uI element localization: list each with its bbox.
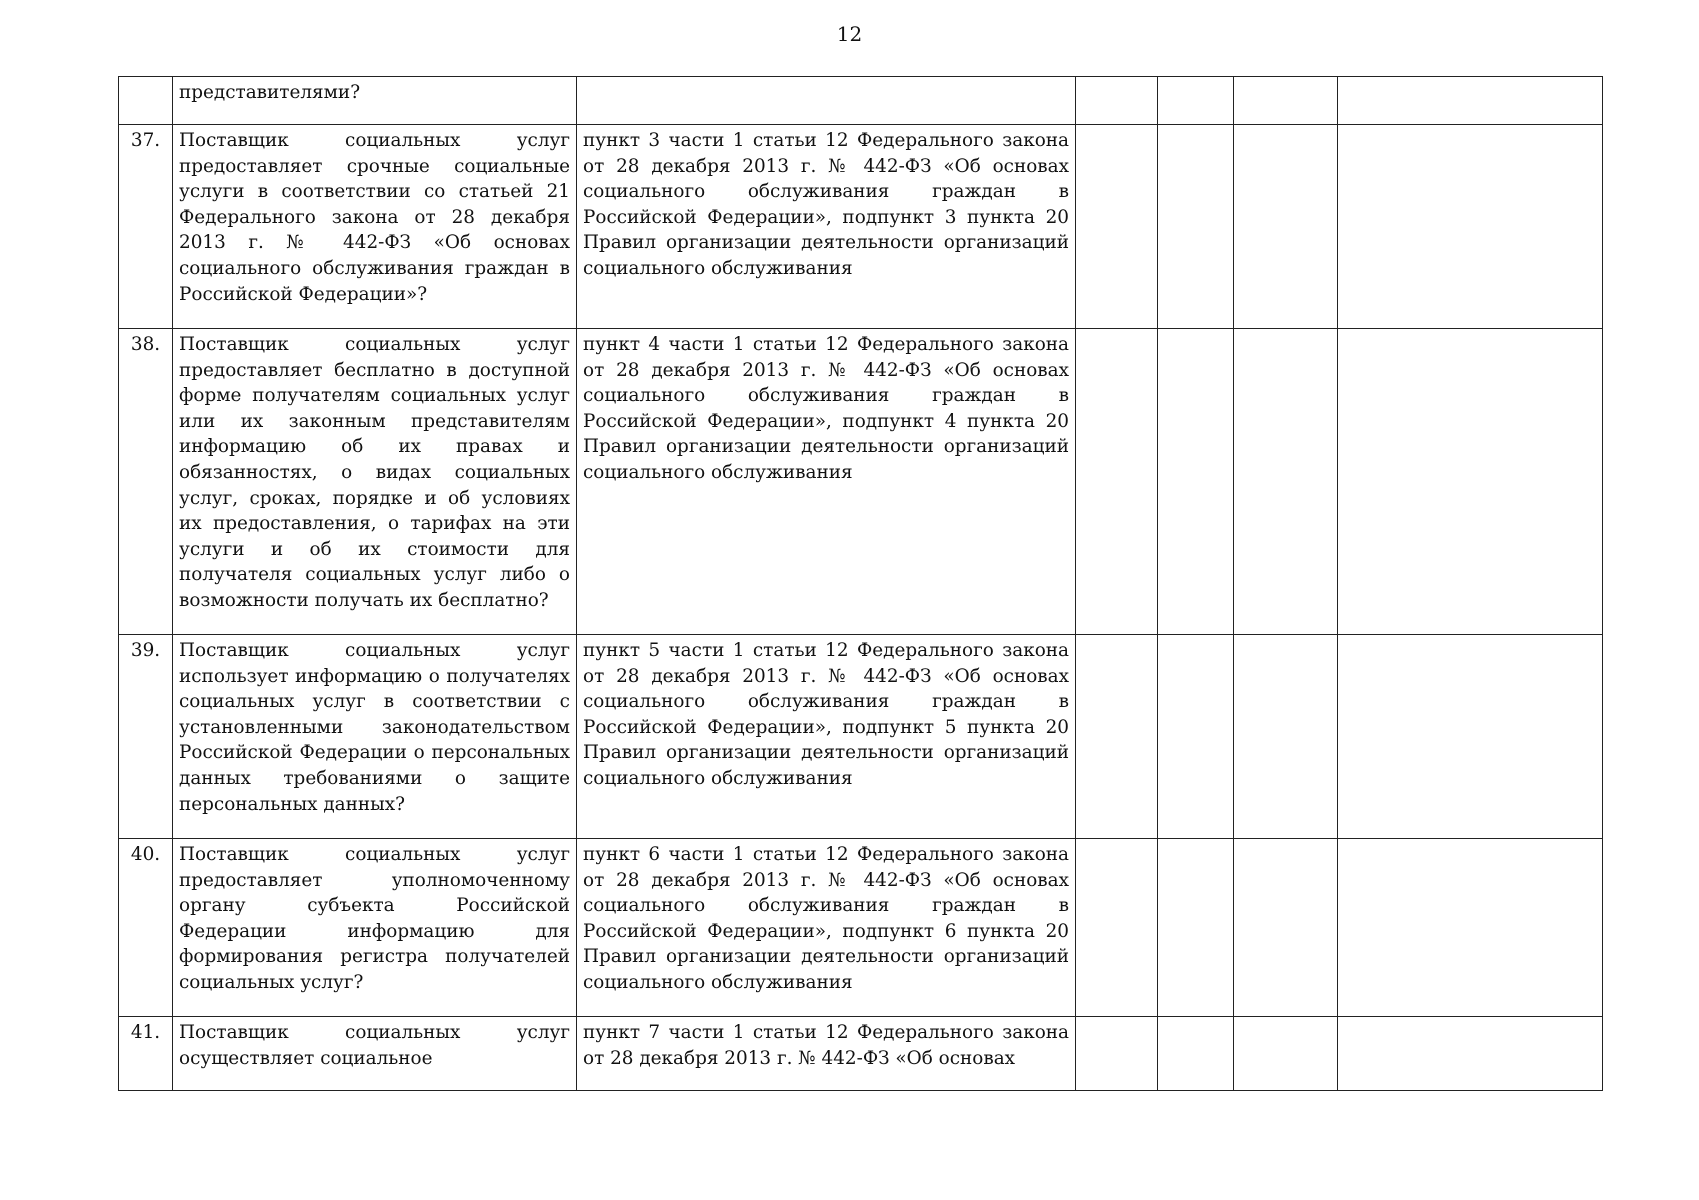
notes-cell bbox=[1338, 329, 1603, 635]
table-row bbox=[119, 77, 1603, 125]
answer-no-cell bbox=[1158, 839, 1234, 1017]
table-row bbox=[119, 329, 1603, 635]
row-number: 41. bbox=[119, 1017, 173, 1091]
answer-no-cell bbox=[1158, 635, 1234, 839]
reference-cell: пункт 5 части 1 статьи 12 Федерального закона от 28 декабря 2013 г. № 442-ФЗ «Об основах социального обслуживания граждан в Российской Федерации», подпункт 5 пункта 20 Правил организации деятельности организаций социального обслуживания bbox=[577, 635, 1076, 839]
question-cell: Поставщик социальных услуг использует информацию о получателях социальных услуг в соответствии с установленными законодательством Российской Федерации о персональных данных требованиями о защите персональных данных? bbox=[173, 635, 577, 839]
table-row bbox=[119, 635, 1603, 839]
answer-na-cell bbox=[1234, 77, 1338, 125]
reference-cell bbox=[577, 77, 1076, 125]
checklist-table bbox=[118, 76, 1603, 1091]
answer-no-cell bbox=[1158, 77, 1234, 125]
question-cell: Поставщик социальных услуг предоставляет уполномоченному органу субъекта Российской Федерации информацию для формирования регистра получателей социальных услуг? bbox=[173, 839, 577, 1017]
answer-yes-cell bbox=[1076, 125, 1158, 329]
answer-no-cell bbox=[1158, 1017, 1234, 1091]
question-cell: Поставщик социальных услуг предоставляет срочные социальные услуги в соответствии со статьей 21 Федерального закона от 28 декабря 2013 г. № 442-ФЗ «Об основах социального обслуживания граждан в Российской Федерации»? bbox=[173, 125, 577, 329]
answer-na-cell bbox=[1234, 635, 1338, 839]
notes-cell bbox=[1338, 77, 1603, 125]
answer-yes-cell bbox=[1076, 839, 1158, 1017]
table-row bbox=[119, 125, 1603, 329]
answer-yes-cell bbox=[1076, 77, 1158, 125]
answer-na-cell bbox=[1234, 1017, 1338, 1091]
row-number bbox=[119, 77, 173, 125]
answer-na-cell bbox=[1234, 125, 1338, 329]
page-number: 12 bbox=[836, 22, 863, 46]
answer-yes-cell bbox=[1076, 329, 1158, 635]
answer-yes-cell bbox=[1076, 1017, 1158, 1091]
notes-cell bbox=[1338, 839, 1603, 1017]
question-cell: Поставщик социальных услуг осуществляет социальное bbox=[173, 1017, 577, 1091]
notes-cell bbox=[1338, 635, 1603, 839]
notes-cell bbox=[1338, 125, 1603, 329]
reference-cell: пункт 6 части 1 статьи 12 Федерального закона от 28 декабря 2013 г. № 442-ФЗ «Об основах социального обслуживания граждан в Российской Федерации», подпункт 6 пункта 20 Правил организации деятельности организаций социального обслуживания bbox=[577, 839, 1076, 1017]
answer-na-cell bbox=[1234, 329, 1338, 635]
row-number: 40. bbox=[119, 839, 173, 1017]
row-number: 37. bbox=[119, 125, 173, 329]
notes-cell bbox=[1338, 1017, 1603, 1091]
reference-cell: пункт 3 части 1 статьи 12 Федерального закона от 28 декабря 2013 г. № 442-ФЗ «Об основах социального обслуживания граждан в Российской Федерации», подпункт 3 пункта 20 Правил организации деятельности организаций социального обслуживания bbox=[577, 125, 1076, 329]
answer-no-cell bbox=[1158, 329, 1234, 635]
question-cell: представителями? bbox=[173, 77, 577, 125]
reference-cell: пункт 4 части 1 статьи 12 Федерального закона от 28 декабря 2013 г. № 442-ФЗ «Об основах социального обслуживания граждан в Российской Федерации», подпункт 4 пункта 20 Правил организации деятельности организаций социального обслуживания bbox=[577, 329, 1076, 635]
row-number: 39. bbox=[119, 635, 173, 839]
reference-cell: пункт 7 части 1 статьи 12 Федерального закона от 28 декабря 2013 г. № 442-ФЗ «Об основах bbox=[577, 1017, 1076, 1091]
table-row bbox=[119, 839, 1603, 1017]
table-row bbox=[119, 1017, 1603, 1091]
row-number: 38. bbox=[119, 329, 173, 635]
answer-yes-cell bbox=[1076, 635, 1158, 839]
answer-na-cell bbox=[1234, 839, 1338, 1017]
question-cell: Поставщик социальных услуг предоставляет бесплатно в доступной форме получателям социальных услуг или их законным представителям информацию об их правах и обязанностях, о видах социальных услуг, сроках, порядке и об условиях их предоставления, о тарифах на эти услуги и об их стоимости для получателя социальных услуг либо о возможности получать их бесплатно? bbox=[173, 329, 577, 635]
answer-no-cell bbox=[1158, 125, 1234, 329]
